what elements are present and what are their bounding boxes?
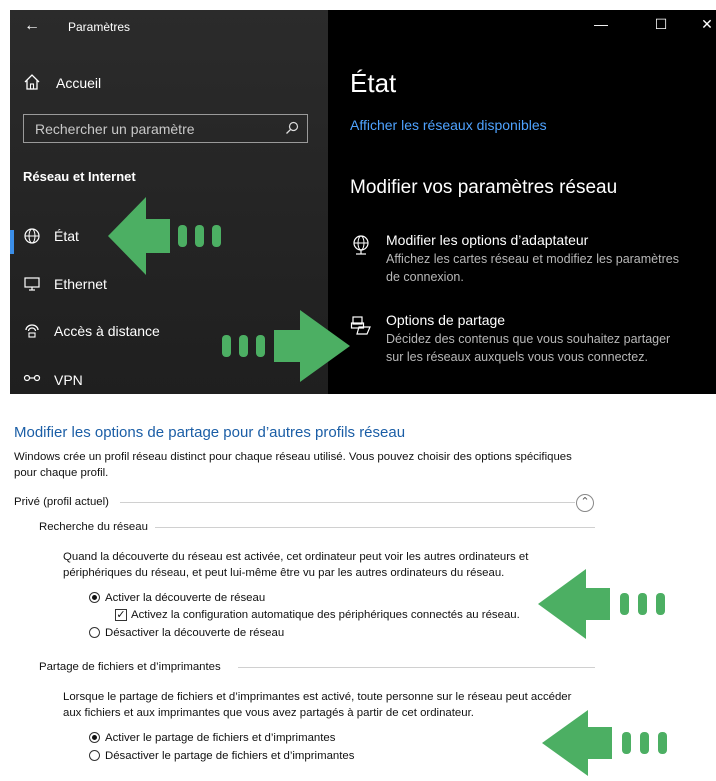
file-sharing-desc-1: Lorsque le partage de fichiers et d’imprimantes est activé, toute personne sur le réseau peut accéder [63,691,572,703]
adapter-options-title[interactable]: Modifier les options d’adaptateur [386,232,589,248]
annotation-arrow-file-sharing [542,710,692,776]
settings-content [328,10,716,394]
file-sharing-section-title: Partage de fichiers et d’imprimantes [39,661,221,673]
discovery-desc-1: Quand la découverte du réseau est activée, cet ordinateur peut voir les autres ordinateurs et [63,551,529,563]
discovery-section-title: Recherche du réseau [39,521,148,533]
discovery-divider [155,527,595,528]
maximize-icon[interactable]: ☐ [654,16,668,32]
search-icon [285,121,299,140]
sharing-options-title[interactable]: Options de partage [386,312,506,328]
sidebar-item-etat[interactable]: État [54,228,79,244]
discovery-off-radio[interactable] [89,627,100,638]
sharing-options-desc-1: Décidez des contenus que vous souhaitez partager [386,332,671,346]
globe-icon [23,227,41,250]
file-sharing-on-radio[interactable] [89,732,100,743]
collapse-icon[interactable]: ⌃ [576,494,594,512]
annotation-arrow-etat [108,197,228,275]
monitor-icon [23,275,41,298]
discovery-desc-2: périphériques du réseau, et peut lui-même être vu par les autres ordinateurs du réseau. [63,567,505,579]
dialup-icon [23,322,41,345]
search-placeholder: Rechercher un paramètre [35,121,195,137]
file-sharing-on-label[interactable]: Activer le partage de fichiers et d’imprimantes [105,732,336,744]
section-title: Modifier vos paramètres réseau [350,177,618,198]
sharing-panel-intro-1: Windows crée un profil réseau distinct pour chaque réseau utilisé. Vous pouvez choisir des options spécifiques [14,451,572,463]
annotation-arrow-sharing [222,310,354,382]
sidebar-item-acces-distance[interactable]: Accès à distance [54,323,160,339]
sidebar-home[interactable]: Accueil [56,75,102,91]
discovery-on-label[interactable]: Activer la découverte de réseau [105,592,266,604]
file-sharing-off-label[interactable]: Désactiver le partage de fichiers et d’imprimantes [105,750,355,762]
close-icon[interactable]: ✕ [701,16,713,32]
sidebar-item-vpn[interactable]: VPN [54,372,83,388]
minimize-icon[interactable]: — [594,16,608,32]
home-icon [23,73,41,96]
search-input[interactable] [23,114,308,143]
sharing-panel-intro-2: pour chaque profil. [14,467,109,479]
vpn-icon [23,371,41,390]
network-adapter-icon [350,234,372,261]
discovery-on-radio[interactable] [89,592,100,603]
file-sharing-divider [238,667,595,668]
file-sharing-desc-2: aux fichiers et aux imprimantes que vous avez partagés à partir de cet ordinateur. [63,707,474,719]
back-arrow-icon[interactable]: ← [24,17,40,34]
annotation-arrow-discovery [538,569,688,639]
adapter-options-desc-2: de connexion. [386,270,464,284]
selection-indicator [10,230,14,254]
discovery-off-label[interactable]: Désactiver la découverte de réseau [105,627,285,639]
window-title: Paramètres [68,20,131,34]
sidebar-item-ethernet[interactable]: Ethernet [54,276,107,292]
sharing-panel-title: Modifier les options de partage pour d’autres profils réseau [14,424,406,441]
auto-config-label[interactable]: Activez la configuration automatique des périphériques connectés au réseau. [131,609,520,621]
profile-label: Privé (profil actuel) [14,496,109,508]
sidebar-section-title: Réseau et Internet [23,169,136,184]
page-title: État [350,68,397,98]
show-networks-link[interactable]: Afficher les réseaux disponibles [350,117,547,133]
adapter-options-desc-1: Affichez les cartes réseau et modifiez les paramètres [386,252,679,266]
sharing-options-desc-2: sur les réseaux auxquels vous vous connectez. [386,350,648,364]
file-sharing-off-radio[interactable] [89,750,100,761]
profile-divider [120,502,575,503]
auto-config-checkbox[interactable]: ✓ [116,609,126,621]
